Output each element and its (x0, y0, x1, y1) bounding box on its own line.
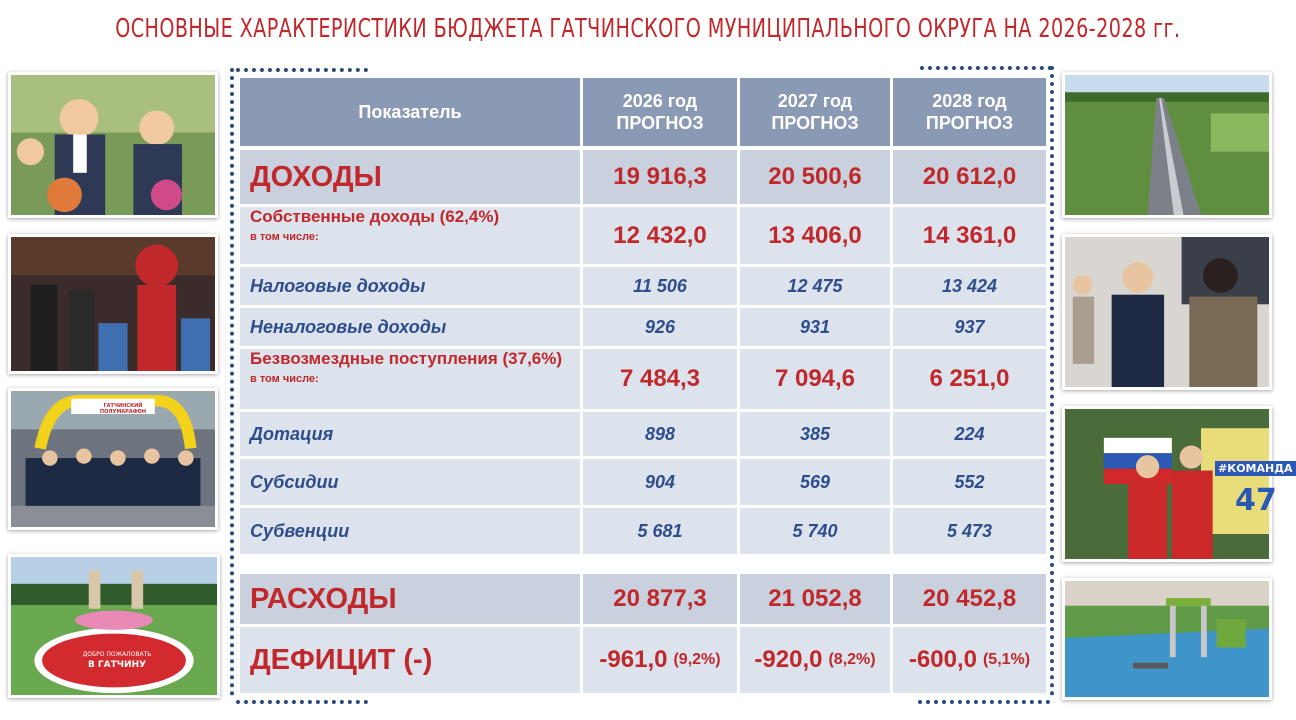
header-year-label: 2027 год (777, 90, 853, 111)
row-value: 12 432,0 (583, 207, 737, 264)
row-value: 937 (893, 308, 1046, 346)
row-label-tax-income: Налоговые доходы (240, 267, 580, 305)
budget-table (240, 78, 1046, 694)
row-value: 20 612,0 (893, 150, 1046, 204)
welcome-flowerbed-photo (8, 554, 220, 698)
row-label-subventions: Субвенции (240, 508, 580, 554)
deficit-value-2026 (583, 627, 737, 693)
deficit-amount: -920,0 (754, 646, 823, 673)
row-value: 14 361,0 (893, 207, 1046, 264)
row-label-nontax-income: Неналоговые доходы (240, 308, 580, 346)
row-value: 21 052,8 (740, 574, 890, 624)
row-value: 13 406,0 (740, 207, 890, 264)
page-title: ОСНОВНЫЕ ХАРАКТЕРИСТИКИ БЮДЖЕТА ГАТЧИНСКОГО МУНИЦИПАЛЬНОГО ОКРУГА НА 2026-2028 гг. (115, 14, 1181, 44)
row-value: 552 (893, 459, 1046, 505)
deficit-amount: -600,0 (908, 646, 977, 673)
row-value: 931 (740, 308, 890, 346)
header-year-2028 (893, 78, 1046, 146)
row-label-gratuitous-receipts (240, 349, 580, 409)
award-ceremony-photo (1062, 234, 1272, 390)
flowerbed-sign-line-1: ДОБРО ПОЖАЛОВАТЬ (82, 651, 152, 658)
team-banner-text: #КОМАНДА (1215, 461, 1296, 476)
playground-photo (1062, 578, 1272, 700)
deficit-value-2028 (893, 627, 1046, 693)
header-year-2027 (740, 78, 890, 146)
dotted-border-right (1050, 66, 1054, 696)
row-value: 926 (583, 308, 737, 346)
row-label-expenses: РАСХОДЫ (240, 574, 580, 624)
dotted-border-top-right (920, 66, 1052, 70)
row-value: 898 (583, 412, 737, 456)
row-label-subsidies: Субсидии (240, 459, 580, 505)
header-forecast-label: ПРОГНОЗ (771, 113, 859, 133)
row-value: 11 506 (583, 267, 737, 305)
row-label-income: ДОХОДЫ (240, 150, 580, 204)
marathon-photo (8, 388, 218, 530)
row-value: 12 475 (740, 267, 890, 305)
header-year-label: 2028 год (932, 90, 1007, 111)
team-number-text: 47 (1235, 483, 1277, 518)
dotted-border-top-left (236, 68, 368, 72)
deficit-percent: (8,2%) (828, 651, 876, 668)
row-value: 5 473 (893, 508, 1046, 554)
row-value: 7 094,6 (740, 349, 890, 409)
row-label-subsidy-grant: Дотация (240, 412, 580, 456)
header-indicator-label: Показатель (358, 101, 462, 122)
row-label-text: Собственные доходы (62,4%) (250, 207, 500, 226)
row-sublabel: в том числе: (250, 231, 319, 243)
deficit-amount: -961,0 (599, 646, 668, 673)
header-year-label: 2026 год (622, 90, 698, 111)
flowerbed-sign-line-2: В ГАТЧИНУ (87, 660, 147, 670)
deficit-value-2027 (740, 627, 890, 693)
row-value: 19 916,3 (583, 150, 737, 204)
row-value: 385 (740, 412, 890, 456)
school-children-photo (8, 72, 218, 218)
deficit-percent: (9,2%) (673, 651, 721, 668)
header-indicator (240, 78, 580, 146)
row-sublabel: в том числе: (250, 373, 319, 385)
youth-team-photo (1062, 406, 1293, 562)
row-label-text: Безвозмездные поступления (37,6%) (250, 349, 563, 368)
row-value: 904 (583, 459, 737, 505)
row-value: 5 681 (583, 508, 737, 554)
marathon-banner-text: ГАТЧИНСКИЙ ПОЛУМАРАФОН (99, 403, 147, 415)
row-value: 5 740 (740, 508, 890, 554)
row-label-deficit: ДЕФИЦИТ (-) (240, 627, 580, 693)
row-value: 224 (893, 412, 1046, 456)
header-forecast-label: ПРОГНОЗ (616, 113, 704, 133)
row-value: 13 424 (893, 267, 1046, 305)
row-value: 20 877,3 (583, 574, 737, 624)
row-value: 6 251,0 (893, 349, 1046, 409)
dotted-border-bottom-left (236, 700, 368, 704)
dotted-border-bottom-right (918, 700, 1050, 704)
row-value: 7 484,3 (583, 349, 737, 409)
folk-performance-photo (8, 234, 218, 374)
row-label-own-income (240, 207, 580, 264)
highway-aerial-photo (1062, 72, 1272, 218)
row-value: 20 500,6 (740, 150, 890, 204)
row-value: 20 452,8 (893, 574, 1046, 624)
header-year-2026 (583, 78, 737, 146)
row-value: 569 (740, 459, 890, 505)
header-forecast-label: ПРОГНОЗ (925, 113, 1014, 133)
deficit-percent: (5,1%) (982, 651, 1031, 668)
dotted-border-left (230, 68, 234, 696)
